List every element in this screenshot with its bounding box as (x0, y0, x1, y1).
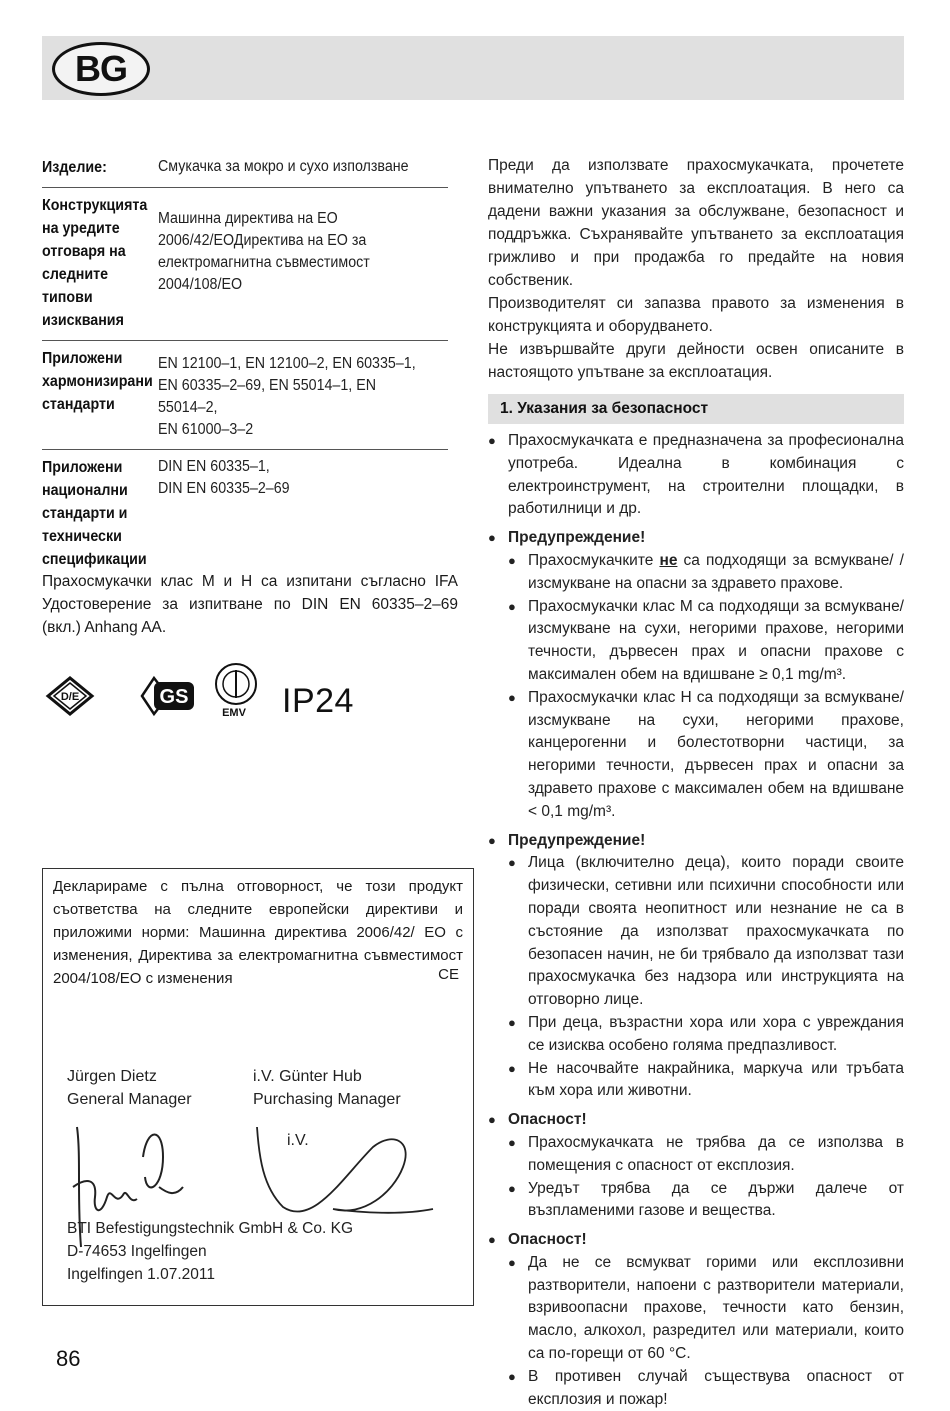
bullet-icon: ● (508, 1014, 516, 1030)
list-item-text: Прахосмукачката не трябва да се използва в помещения с опасност от експлозия. (528, 1133, 904, 1174)
list-item-text: В противен случай съществува опасност от експлозия и пожар! (528, 1367, 904, 1408)
warning-1-list (508, 550, 904, 824)
vde-logo-icon (44, 676, 96, 721)
ifa-certificate-text: Прахосмукачки клас M и H са изпитани съгласно IFA Удостоверение за изпитване по DIN EN 60335–2–69 (вкл.) Anhang AA. (42, 573, 458, 636)
bullet-icon: ● (488, 1232, 496, 1248)
intro-paragraph: Не извършвайте други дейности освен описаните в настоящото упътване за експлоатация. (488, 341, 904, 381)
country-badge: BG (52, 42, 150, 96)
section-title: 1. Указания за безопасност (500, 400, 709, 417)
list-item (508, 852, 904, 1012)
list-item-text: При деца, възрастни хора или хора с увреждания се изисква особено голяма предпазливост. (528, 1013, 904, 1054)
certification-logos (42, 660, 462, 732)
spec-label: Изделие: (42, 159, 107, 176)
spec-table (42, 150, 448, 579)
spec-row-harmonized (42, 341, 448, 450)
declaration-text: Декларираме с пълна отговорност, че този продукт съответства на следните европейски директиви и приложими норми: Машинна директива 2006/42/ ЕО с изменения, Директива за електромагнитна съвместимост 2004/108/ЕО с изменения (53, 878, 463, 987)
list-item-text: Прахосмукачки клас H са подходящи за всмукване/изсмукване на сухи, негорими прахове, канцерогенни и болестотворни частици, за негорими течности, дървесен прах и опасни за здравето прахове с максимален обем на вдишване < 0,1 mg/m³. (528, 688, 904, 820)
spec-label: Конструкцията на уредите отговаря на следните типови изисквания (42, 197, 148, 329)
bullet-icon: ● (508, 1180, 516, 1196)
warning-2-list (508, 852, 904, 1103)
list-item-text: Прахосмукачката е предназначена за професионална употреба. Идеална в комбинация с електроинструмент, на строителни площадки, в работилници и др. (508, 432, 904, 518)
list-item (508, 1132, 904, 1178)
company-name: BTI Befestigungstechnik GmbH & Co. KG (67, 1220, 354, 1237)
gs-logo-label: GS (159, 686, 189, 708)
spec-value: EN 12100–1, EN 12100–2, EN 60335–1, EN 60335–2–69, EN 55014–1, EN 55014–2, EN 61000–3–2 (158, 355, 416, 438)
list-item (508, 1252, 904, 1366)
spec-value: Машинна директива на ЕО 2006/42/ЕОДиректива на ЕО за електромагнитна съвместимост 2004/108/ЕО (158, 210, 370, 293)
list-item-text: Да не се всмукват горими или експлозивни разтворители, напоени с разтворители материали, взривоопасни прахове, течности като бензин, масло, алкохол, разредител или материали, които са по-горещи от 60 °C. (528, 1253, 904, 1363)
warning-heading (488, 830, 904, 853)
list-item (508, 1058, 904, 1104)
ce-mark: CE (438, 966, 459, 983)
bullet-icon: ● (508, 855, 516, 871)
warning-heading (488, 527, 904, 550)
spec-row-national (42, 450, 448, 579)
list-item (508, 1178, 904, 1224)
emv-logo-icon (208, 660, 268, 725)
company-address: D-74653 Ingelfingen (67, 1243, 207, 1260)
page-number: 86 (56, 1346, 81, 1371)
header-band (42, 36, 904, 100)
bullet-icon: ● (508, 552, 516, 568)
danger-heading (488, 1229, 904, 1252)
intro-text (488, 154, 904, 384)
danger-1-list (508, 1132, 904, 1223)
warning-heading-text: Предупреждение! (508, 831, 646, 849)
bullet-icon: ● (508, 1368, 516, 1384)
list-item (488, 430, 904, 521)
signer-2-title: Purchasing Manager (253, 1091, 401, 1108)
bullet-icon: ● (488, 530, 496, 546)
danger-heading-text: Опасност! (508, 1111, 587, 1129)
list-item (508, 550, 904, 596)
bullet-icon: ● (508, 1060, 516, 1076)
company-info (67, 1217, 353, 1286)
bullet-icon: ● (488, 832, 496, 848)
list-item-text: Прахосмукачки клас M са подходящи за всмукване/изсмукване на сухи, негорими прахове, негорими течности, дървесен прах и опасни прахове с максимален обем на вдишване ≥ 0,1 mg/m³. (528, 597, 904, 683)
spec-label: Приложени национални стандарти и технически спецификации (42, 459, 147, 568)
list-item (508, 596, 904, 687)
bullet-icon: ● (508, 598, 516, 614)
warning-heading-text: Предупреждение! (508, 529, 646, 547)
ip-rating: IP24 (282, 682, 354, 720)
bullet-icon: ● (488, 433, 496, 448)
signer-2 (253, 1065, 443, 1242)
declaration-box (42, 868, 474, 1306)
danger-2-list (508, 1252, 904, 1411)
signer-1-title: General Manager (67, 1091, 192, 1108)
danger-heading-text: Опасност! (508, 1231, 587, 1249)
list-item-text: Не насочвайте накрайника, маркуча или тръбата към хора или животни. (528, 1059, 904, 1100)
svg-text:i.V.: i.V. (287, 1132, 309, 1149)
bullet-icon: ● (508, 1254, 516, 1270)
emv-logo-label: EMV (222, 707, 246, 719)
list-item-text: Прахосмукачките не са подходящи за всмукване/ /изсмукване на опасни за здравето прахове. (528, 551, 904, 592)
danger-heading (488, 1109, 904, 1132)
intro-paragraph: Производителят си запазва правото за изменения в конструкцията и оборудването. (488, 295, 904, 335)
bullet-icon: ● (508, 1134, 516, 1150)
list-item (508, 1366, 904, 1411)
signer-2-name: i.V. Günter Hub (253, 1068, 362, 1085)
company-date: Ingelfingen 1.07.2011 (67, 1266, 215, 1283)
vde-logo-label: D/E (60, 691, 80, 703)
bullet-icon: ● (488, 1112, 496, 1128)
list-item (508, 1012, 904, 1058)
spec-value: DIN EN 60335–1, DIN EN 60335–2–69 (158, 458, 290, 497)
spec-value: Смукачка за мокро и сухо използване (158, 158, 409, 175)
spec-row-product (42, 150, 448, 188)
intro-paragraph: Преди да използвате прахосмукачката, прочетете внимателно упътването за експлоатация. В него са дадени важни указания за обслужване, безопасност и поддръжка. Съхранявайте упътването за експлоатация грижливо и при продажба го предайте на новия собственик. (488, 157, 904, 289)
signer-1-name: Jürgen Dietz (67, 1068, 157, 1085)
spec-label: Приложени хармонизирани стандарти (42, 350, 153, 413)
safety-instructions (488, 430, 904, 1411)
gs-logo-icon (140, 676, 196, 721)
spec-row-requirements (42, 188, 448, 341)
list-item (508, 687, 904, 824)
list-item-text: Уредът трябва да се държи далече от възпламеними газове и вещества. (528, 1179, 904, 1220)
bullet-icon: ● (508, 689, 516, 705)
list-item-text: Лица (включително деца), които поради своите физически, сетивни или психични способности или поради своята неопитност или незнание не са в състояние да използват прахосмукачката по безопасен начин, не би трябвало да използват тази прахосмукачка без надзора или инструкцията на отговорно лице. (528, 854, 904, 1009)
